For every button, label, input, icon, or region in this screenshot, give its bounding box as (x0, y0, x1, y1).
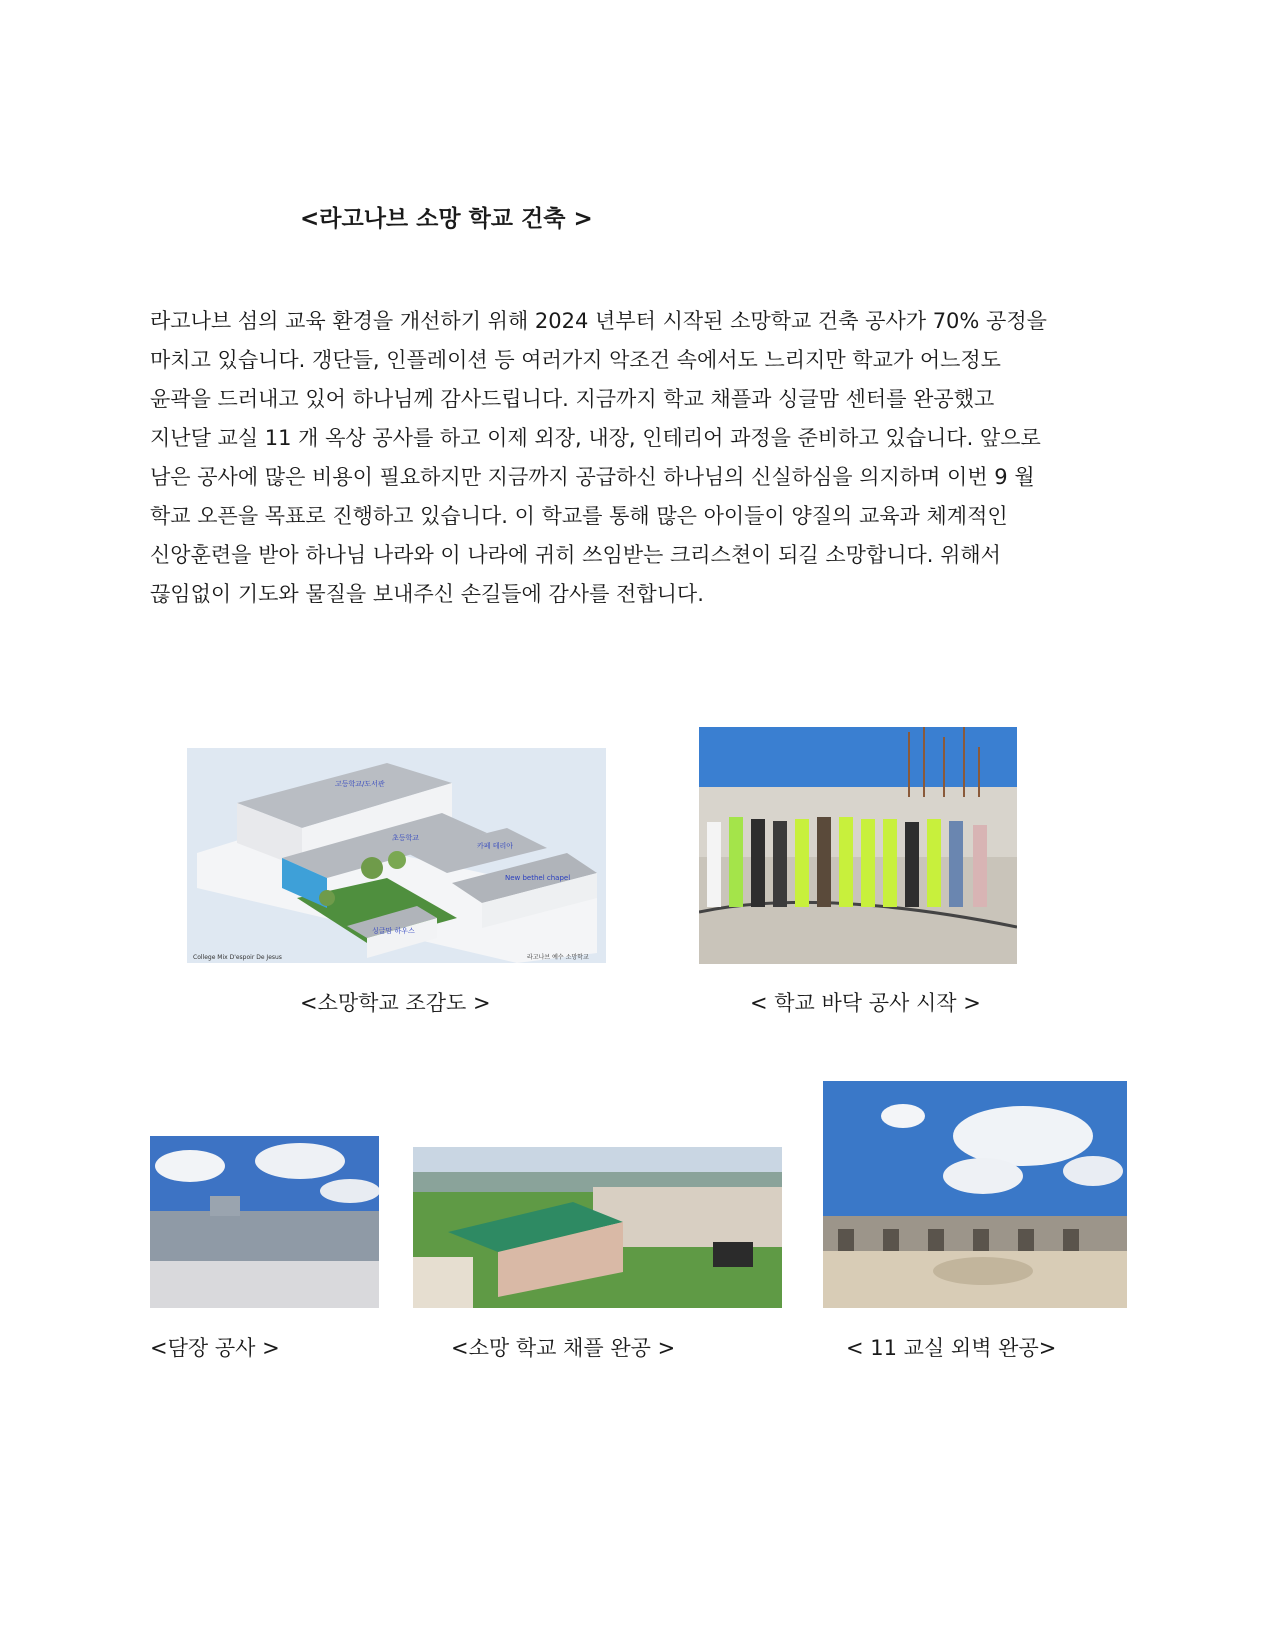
school-rendering-image (187, 748, 606, 963)
paragraph-line: 신앙훈련을 받아 하나님 나라와 이 나라에 귀히 쓰임받는 크리스쳔이 되길 소망합니다. 위해서 (150, 543, 1001, 567)
caption-fence-work: <담장 공사 > (150, 1336, 280, 1360)
paragraph-line: 남은 공사에 많은 비용이 필요하지만 지금까지 공급하신 하나님의 신실하심을 의지하며 이번 9 월 (150, 465, 1035, 489)
paragraph-line: 마치고 있습니다. 갱단들, 인플레이션 등 여러가지 악조건 속에서도 느리지만 학교가 어느정도 (150, 348, 1001, 372)
rendering-school-name: College Mix D'espoir De Jesus (193, 954, 282, 961)
page-title: <라고나브 소망 학교 건축 > (300, 206, 593, 232)
chapel-done-photo (413, 1147, 782, 1308)
caption-rendering: <소망학교 조감도 > (300, 991, 491, 1015)
floor-work-photo (699, 727, 1017, 964)
paragraph-line: 라고나브 섬의 교육 환경을 개선하기 위해 2024 년부터 시작된 소망학교 건축 공사가 70% 공정을 (150, 309, 1047, 333)
rendering-school-name-kr: 라고나브 예수 소망학교 (527, 954, 589, 961)
rendering-label-single-mom: 싱글맘 하우스 (372, 927, 415, 935)
paragraph-line: 지난달 교실 11 개 옥상 공사를 하고 이제 외장, 내장, 인테리어 과정을 준비하고 있습니다. 앞으로 (150, 426, 1041, 450)
caption-classroom-walls: < 11 교실 외벽 완공> (846, 1336, 1057, 1360)
rendering-label-high-school: 고등학교/도서관 (335, 780, 385, 788)
caption-floor-work: < 학교 바닥 공사 시작 > (750, 991, 981, 1015)
fence-work-photo (150, 1136, 379, 1308)
paragraph-line: 윤곽을 드러내고 있어 하나님께 감사드립니다. 지금까지 학교 채플과 싱글맘 센터를 완공했고 (150, 387, 995, 411)
rendering-label-elementary: 초등학교 (392, 834, 420, 842)
paragraph-line: 끊임없이 기도와 물질을 보내주신 손길들에 감사를 전합니다. (150, 582, 704, 606)
rendering-label-chapel: New bethel chapel (505, 874, 571, 882)
classroom-walls-photo (823, 1081, 1127, 1308)
caption-chapel-done: <소망 학교 채플 완공 > (451, 1336, 676, 1360)
paragraph-line: 학교 오픈을 목표로 진행하고 있습니다. 이 학교를 통해 많은 아이들이 양질의 교육과 체계적인 (150, 504, 1008, 528)
body-paragraph (150, 302, 1140, 614)
rendering-label-cafe: 카페 테리아 (477, 842, 514, 850)
